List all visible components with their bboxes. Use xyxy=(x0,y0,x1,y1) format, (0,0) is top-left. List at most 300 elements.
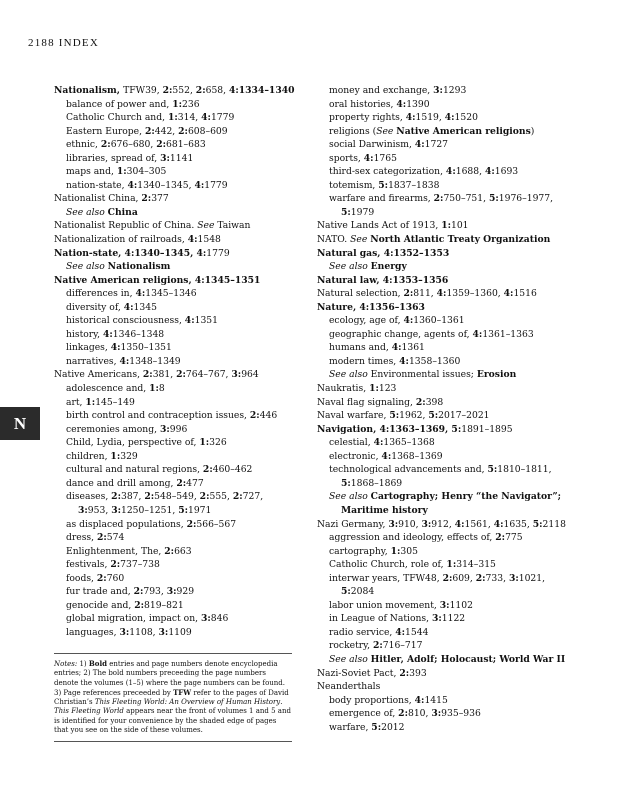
index-text-segment: See also xyxy=(329,653,371,665)
index-text-segment: 2: xyxy=(141,193,152,205)
index-text-segment: oral histories, xyxy=(329,98,397,110)
index-text-segment: 912, xyxy=(431,518,455,530)
index-text-segment: 1109 xyxy=(168,626,192,638)
index-text-segment: 929 xyxy=(176,586,195,598)
index-text-segment: North Atlantic Treaty Organization xyxy=(370,234,551,246)
index-text-segment: 548–549, xyxy=(154,491,200,503)
index-subentry xyxy=(317,626,582,640)
index-text-segment: 552, xyxy=(172,85,196,96)
index-text-segment: 1340–1345, xyxy=(137,179,195,191)
index-text-segment: 1: xyxy=(167,112,178,124)
index-text-segment: Taiwan xyxy=(217,220,251,232)
index-text-segment: 1635, xyxy=(503,518,533,530)
index-subentry xyxy=(54,599,294,613)
index-entry xyxy=(317,219,582,233)
index-text-segment: See also xyxy=(329,369,371,381)
index-subentry xyxy=(317,355,582,369)
index-subentry xyxy=(54,504,294,518)
index-text-segment: Bold xyxy=(88,659,108,668)
index-text-segment: Navigation, 4:1363–1369, xyxy=(317,423,452,435)
index-subentry xyxy=(317,152,582,166)
index-text-segment: 1519, xyxy=(415,112,445,124)
index-text-segment: 1: xyxy=(110,450,121,462)
index-text-segment: Maritime history xyxy=(341,504,428,516)
index-subentry xyxy=(317,260,582,274)
index-text-segment: emergence of, xyxy=(329,708,399,720)
index-text-segment: 2017–2021 xyxy=(438,410,490,422)
index-text-segment: 1693 xyxy=(494,166,519,178)
index-text-segment: 3: xyxy=(160,152,170,164)
index-text-segment: Notes: xyxy=(54,660,78,668)
index-text-segment: Child, Lydia, perspective of, xyxy=(66,437,200,449)
index-text-segment: religions ( xyxy=(329,125,377,137)
index-entry xyxy=(317,667,582,681)
index-subentry xyxy=(54,314,294,328)
index-entry xyxy=(54,247,294,261)
index-subentry xyxy=(317,179,582,193)
index-text-segment: Hitler, Adolf; Holocaust; World War II xyxy=(370,653,566,665)
index-subentry xyxy=(317,125,582,139)
index-text-segment: third-sex categorization, xyxy=(329,166,446,178)
index-text-segment: 2: xyxy=(133,586,144,598)
index-text-segment: Environmental issues; xyxy=(370,369,477,381)
index-text-segment: Catholic Church, role of, xyxy=(329,559,447,571)
index-text-segment: 1360–1361 xyxy=(413,315,465,327)
index-subentry xyxy=(54,531,294,545)
index-text-segment: Nazi Germany, xyxy=(317,518,389,530)
index-text-segment: cartography, xyxy=(329,545,391,557)
index-subentry xyxy=(54,138,294,152)
index-text-segment: 1345 xyxy=(133,301,157,313)
index-text-segment: Nationalist Republic of China. xyxy=(54,220,198,232)
index-text-segment: maps and, xyxy=(66,166,117,178)
index-text-segment: money and exchange, xyxy=(329,85,434,96)
index-subentry xyxy=(54,396,294,410)
index-text-segment: 4: xyxy=(436,288,447,300)
index-text-segment: history, xyxy=(66,328,103,340)
index-text-segment: 1: xyxy=(172,98,182,110)
index-subentry xyxy=(317,314,582,328)
index-text-segment: 681–683 xyxy=(166,139,206,151)
index-text-segment: ecology, age of, xyxy=(329,315,404,327)
index-text-segment: 398 xyxy=(425,396,444,408)
index-text-segment: 676–680, xyxy=(110,139,157,151)
index-text-segment: 3: xyxy=(388,518,399,530)
index-subentry xyxy=(54,341,294,355)
index-subentry xyxy=(54,409,294,423)
index-text-segment: Cartography; Henry “the Navigator”; xyxy=(370,491,562,503)
index-subentry xyxy=(317,341,582,355)
index-subentry xyxy=(54,355,294,369)
index-text-segment: 3: xyxy=(231,369,242,381)
index-text-segment: 3: xyxy=(433,85,443,96)
index-text-segment: 4:1334–1340 xyxy=(228,85,295,96)
index-text-segment: 1346–1348 xyxy=(112,328,165,340)
index-text-segment: body proportions, xyxy=(329,694,415,706)
index-text-segment: 733, xyxy=(485,572,509,584)
index-text-segment: 2: xyxy=(96,572,107,584)
index-text-segment: 716–717 xyxy=(382,640,423,652)
index-text-segment: 1779 xyxy=(210,112,235,124)
index-text-segment: 3: xyxy=(431,708,442,720)
index-text-segment: 608–609 xyxy=(187,125,228,137)
letter-thumb-tab-label: N xyxy=(13,413,27,433)
index-text-segment: 1102 xyxy=(449,599,473,611)
index-text-segment: 2: xyxy=(162,85,173,96)
index-text-segment: 4: xyxy=(399,355,409,367)
index-subentry xyxy=(317,206,582,220)
index-text-segment: refer to the pages of David Christian’s xyxy=(54,688,289,707)
index-text-segment: 2: xyxy=(144,125,155,137)
index-text-segment: 4: xyxy=(484,166,495,178)
index-text-segment: See xyxy=(350,234,371,246)
index-text-segment: Natural gas, 4:1352–1353 xyxy=(317,247,450,259)
index-text-segment: 819–821 xyxy=(144,599,184,611)
index-text-segment: adolescence and, xyxy=(66,383,150,395)
index-subentry xyxy=(317,585,582,599)
index-text-segment: 910, xyxy=(398,518,422,530)
index-entry xyxy=(54,368,294,382)
index-text-segment: Natural law, 4:1353–1356 xyxy=(317,274,449,286)
index-text-segment: See also xyxy=(329,491,371,503)
index-text-segment: 1868–1869 xyxy=(350,477,403,489)
index-text-segment: 5: xyxy=(488,193,499,205)
index-text-segment: 1: xyxy=(85,396,96,408)
index-entry xyxy=(317,409,582,423)
index-text-segment: historical consciousness, xyxy=(66,315,185,327)
index-text-segment: property rights, xyxy=(329,112,406,124)
index-text-segment: 1971 xyxy=(187,504,212,516)
index-subentry xyxy=(54,558,294,572)
index-text-segment: 3: xyxy=(421,518,432,530)
index-text-segment: 1348–1349 xyxy=(129,355,181,367)
index-entry xyxy=(54,274,294,288)
index-text-segment: 4: xyxy=(184,315,195,327)
index-entry xyxy=(54,192,294,206)
index-text-segment: 377 xyxy=(151,193,169,205)
index-text-segment: 658, xyxy=(205,85,229,96)
index-text-segment: 1: xyxy=(390,545,401,557)
index-subentry xyxy=(54,518,294,532)
index-text-segment: 4: xyxy=(472,328,483,340)
index-text-segment: Natural selection, xyxy=(317,288,404,300)
index-subentry xyxy=(54,490,294,504)
index-text-segment: 1390 xyxy=(406,98,430,110)
index-subentry xyxy=(317,504,582,518)
index-subentry xyxy=(54,98,294,112)
index-text-segment: 4: xyxy=(414,694,425,706)
index-subentry xyxy=(54,585,294,599)
index-text-segment: 737–738 xyxy=(120,559,160,571)
index-text-segment: TFW39, xyxy=(123,85,163,96)
index-text-segment: 2: xyxy=(186,518,197,530)
index-text-segment: 764–767, xyxy=(185,369,232,381)
index-text-segment: 2: xyxy=(415,396,426,408)
index-subentry xyxy=(317,436,582,450)
index-text-segment: 1516 xyxy=(513,288,537,300)
index-subentry xyxy=(317,653,582,667)
index-text-segment: 4: xyxy=(444,112,455,124)
index-text-segment: 477 xyxy=(186,477,204,489)
index-subentry xyxy=(54,125,294,139)
running-header xyxy=(28,37,99,49)
index-subentry xyxy=(317,111,582,125)
index-text-segment: Nationalist China, xyxy=(54,193,142,205)
index-text-segment: narratives, xyxy=(66,355,120,367)
index-text-segment: 4: xyxy=(201,112,211,124)
index-text-segment: Catholic Church and, xyxy=(66,112,168,124)
index-text-segment: 4: xyxy=(403,315,414,327)
index-text-segment: See also xyxy=(66,261,108,273)
index-text-segment: Naukratis, xyxy=(317,383,370,395)
index-subentry xyxy=(54,545,294,559)
index-text-segment: 3: xyxy=(159,423,170,435)
running-header-label: INDEX xyxy=(58,37,99,49)
index-text-segment: 1561, xyxy=(464,518,494,530)
index-text-segment: 727, xyxy=(242,491,264,503)
index-text-segment: 101 xyxy=(450,220,469,232)
index-text-segment: 810, xyxy=(407,708,432,720)
index-text-segment: 3: xyxy=(119,626,130,638)
index-text-segment: 1837–1838 xyxy=(388,179,440,191)
index-subentry xyxy=(317,490,582,504)
index-text-segment: 2: xyxy=(156,139,166,151)
index-subentry xyxy=(317,558,582,572)
index-text-segment: 574 xyxy=(106,532,125,544)
index-text-segment: This Fleeting World xyxy=(54,707,124,716)
index-text-segment: 387, xyxy=(120,491,145,503)
index-text-segment: 1810–1811, xyxy=(497,464,552,476)
index-text-segment: 314, xyxy=(177,112,202,124)
index-text-segment: 4: xyxy=(119,355,130,367)
index-text-segment: global migration, impact on, xyxy=(66,613,201,625)
index-text-segment: modern times, xyxy=(329,355,400,367)
index-text-segment: 5: xyxy=(487,464,498,476)
index-text-segment: 4: xyxy=(363,152,374,164)
index-text-segment: 2: xyxy=(475,572,486,584)
index-text-segment: 953, xyxy=(87,504,112,516)
index-text-segment: 460–462 xyxy=(212,464,253,476)
index-subentry xyxy=(317,531,582,545)
index-text-segment: 2012 xyxy=(381,721,405,733)
index-text-segment: 1962, xyxy=(399,410,429,422)
index-subentry xyxy=(54,612,294,626)
index-entry xyxy=(317,287,582,301)
index-subentry xyxy=(317,721,582,735)
index-text-segment: 3: xyxy=(158,626,169,638)
index-text-segment: 964 xyxy=(241,369,259,381)
index-text-segment: 1) xyxy=(77,660,89,668)
index-text-segment: interwar years, TFW48, xyxy=(329,572,443,584)
index-text-segment: 1345–1346 xyxy=(145,288,197,300)
index-text-segment: 5: xyxy=(451,423,462,435)
index-subentry xyxy=(54,328,294,342)
index-text-segment: 2: xyxy=(399,667,410,679)
index-text-segment: 1: xyxy=(441,220,451,232)
index-subentry xyxy=(317,572,582,586)
index-subentry xyxy=(317,599,582,613)
index-entry xyxy=(317,247,582,261)
index-entry xyxy=(54,84,294,98)
index-text-segment: Naval warfare, xyxy=(317,410,390,422)
index-text-segment: 446 xyxy=(259,410,278,422)
index-text-segment: dress, xyxy=(66,532,97,544)
index-subentry xyxy=(317,328,582,342)
index-entry xyxy=(54,219,294,233)
index-text-segment: 5: xyxy=(371,721,382,733)
index-text-segment: entries and page numbers denote encyclopedia entries; 2) The bold numbers preceeding the page numbers denote the volumes (1–5) where the page numbers can be found. 3) Page references preceeded by xyxy=(54,660,286,697)
index-text-segment: 1979 xyxy=(350,206,375,218)
index-subentry xyxy=(54,423,294,437)
index-entry xyxy=(317,382,582,396)
index-text-segment: 935–936 xyxy=(441,708,481,720)
index-text-segment: 4: xyxy=(445,166,456,178)
index-subentry xyxy=(54,260,294,274)
index-text-segment: 1351 xyxy=(194,315,218,327)
index-text-segment: 566–567 xyxy=(196,518,237,530)
index-text-segment: Native Americans, xyxy=(54,369,143,381)
index-subentry xyxy=(54,111,294,125)
index-text-segment: art, xyxy=(66,396,86,408)
index-text-segment: 1: xyxy=(369,383,379,395)
index-text-segment: as displaced populations, xyxy=(66,518,187,530)
index-text-segment: ) xyxy=(530,125,535,137)
index-text-segment: 5: xyxy=(341,206,351,218)
index-text-segment: Nazi-Soviet Pact, xyxy=(317,667,400,679)
index-text-segment: 4: xyxy=(196,247,207,259)
index-text-segment: sports, xyxy=(329,152,364,164)
index-text-segment: TFW xyxy=(173,687,192,697)
index-text-segment: 1779 xyxy=(206,247,230,259)
index-text-segment: 2: xyxy=(403,288,414,300)
index-text-segment: 846 xyxy=(210,613,229,625)
index-text-segment: 442, xyxy=(154,125,179,137)
index-column-left xyxy=(54,84,294,639)
index-text-segment: 2: xyxy=(249,410,260,422)
index-text-segment: 1: xyxy=(149,383,159,395)
index-subentry xyxy=(317,545,582,559)
index-text-segment: Native Lands Act of 1913, xyxy=(317,220,442,232)
index-text-segment: 2118 xyxy=(542,518,566,530)
index-text-segment: 2: xyxy=(96,532,107,544)
index-text-segment: rocketry, xyxy=(329,640,373,652)
index-text-segment: diversity of, xyxy=(66,301,124,313)
index-text-segment: 4: xyxy=(395,626,406,638)
index-text-segment: Native American religions, 4:1345–1351 xyxy=(54,274,261,286)
index-text-segment: 760 xyxy=(106,572,125,584)
index-entry xyxy=(317,518,582,532)
index-entry xyxy=(317,680,582,694)
index-text-segment: libraries, spread of, xyxy=(66,152,161,164)
index-text-segment: 1359–1360, xyxy=(446,288,504,300)
index-text-segment: 2: xyxy=(178,125,188,137)
index-text-segment: warfare and firearms, xyxy=(329,193,434,205)
index-text-segment: 2: xyxy=(442,572,453,584)
index-text-segment: 236 xyxy=(182,98,200,110)
index-subentry xyxy=(54,450,294,464)
index-text-segment: 2: xyxy=(144,491,155,503)
index-text-segment: 1548 xyxy=(197,234,221,246)
index-text-segment: Nature, 4:1356–1363 xyxy=(317,301,425,313)
index-text-segment: 5: xyxy=(341,586,351,598)
index-text-segment: 5: xyxy=(341,477,351,489)
index-text-segment: 1415 xyxy=(424,694,448,706)
index-text-segment: 5: xyxy=(389,410,400,422)
index-text-segment: This Fleeting World: An Overview of Human History xyxy=(94,698,281,707)
index-text-segment: balance of power and, xyxy=(66,98,173,110)
index-text-segment: See also xyxy=(329,261,371,273)
index-text-segment: 4: xyxy=(381,450,392,462)
index-text-segment: 2: xyxy=(433,193,444,205)
index-text-segment: 555, xyxy=(209,491,233,503)
index-text-segment: See also xyxy=(66,206,108,218)
index-text-segment: 2: xyxy=(134,599,145,611)
index-text-segment: 775 xyxy=(505,532,523,544)
index-text-segment: 996 xyxy=(169,423,188,435)
index-text-segment: 3: xyxy=(166,586,177,598)
index-text-segment: Energy xyxy=(370,261,407,273)
index-text-segment: 326 xyxy=(209,437,227,449)
index-text-segment: Native American religions xyxy=(396,125,531,137)
index-text-segment: 2: xyxy=(202,464,213,476)
index-entry xyxy=(317,423,582,437)
index-text-segment: 793, xyxy=(143,586,167,598)
index-text-segment: 1727 xyxy=(424,139,449,151)
index-entry xyxy=(317,233,582,247)
index-text-segment: 1544 xyxy=(405,626,429,638)
index-text-segment: 4: xyxy=(454,518,465,530)
index-text-segment: . xyxy=(280,698,283,707)
index-text-segment: 1765 xyxy=(373,152,397,164)
index-subentry xyxy=(317,450,582,464)
index-text-segment: 3: xyxy=(111,504,121,516)
index-text-segment: Nation-state, 4:1340–1345, xyxy=(54,247,197,259)
index-text-segment: 2084 xyxy=(350,586,375,598)
index-text-segment: linkages, xyxy=(66,342,111,354)
index-entry xyxy=(54,233,294,247)
index-text-segment: 1: xyxy=(199,437,210,449)
index-text-segment: See xyxy=(376,125,397,137)
index-text-segment: ceremonies among, xyxy=(66,423,160,435)
index-text-segment: China xyxy=(107,206,138,218)
index-text-segment: 2: xyxy=(195,85,206,96)
index-text-segment: Nationalism xyxy=(107,261,171,273)
index-text-segment: festivals, xyxy=(66,559,111,571)
index-text-segment: 1688, xyxy=(455,166,485,178)
index-text-segment: 2: xyxy=(142,369,153,381)
index-text-segment: 3: xyxy=(78,504,88,516)
index-subentry xyxy=(54,626,294,640)
index-text-segment: 2: xyxy=(398,708,408,720)
index-text-segment: aggression and ideology, effects of, xyxy=(329,532,496,544)
index-text-segment: Enlightenment, The, xyxy=(66,545,165,557)
index-text-segment: 2: xyxy=(199,491,210,503)
index-text-segment: 4: xyxy=(187,234,198,246)
index-text-segment: 4: xyxy=(110,342,121,354)
index-entry xyxy=(317,396,582,410)
index-text-segment: 2: xyxy=(110,559,121,571)
index-text-segment: genocide and, xyxy=(66,599,135,611)
index-text-segment: 4: xyxy=(194,179,205,191)
index-text-segment: electronic, xyxy=(329,450,382,462)
index-text-segment: 1141 xyxy=(169,152,194,164)
index-column-right xyxy=(317,84,582,734)
index-text-segment: birth control and contraception issues, xyxy=(66,410,250,422)
index-subentry xyxy=(317,368,582,382)
index-text-segment: 811, xyxy=(413,288,437,300)
index-text-segment: 2: xyxy=(176,477,187,489)
index-text-segment: nation-state, xyxy=(66,179,128,191)
